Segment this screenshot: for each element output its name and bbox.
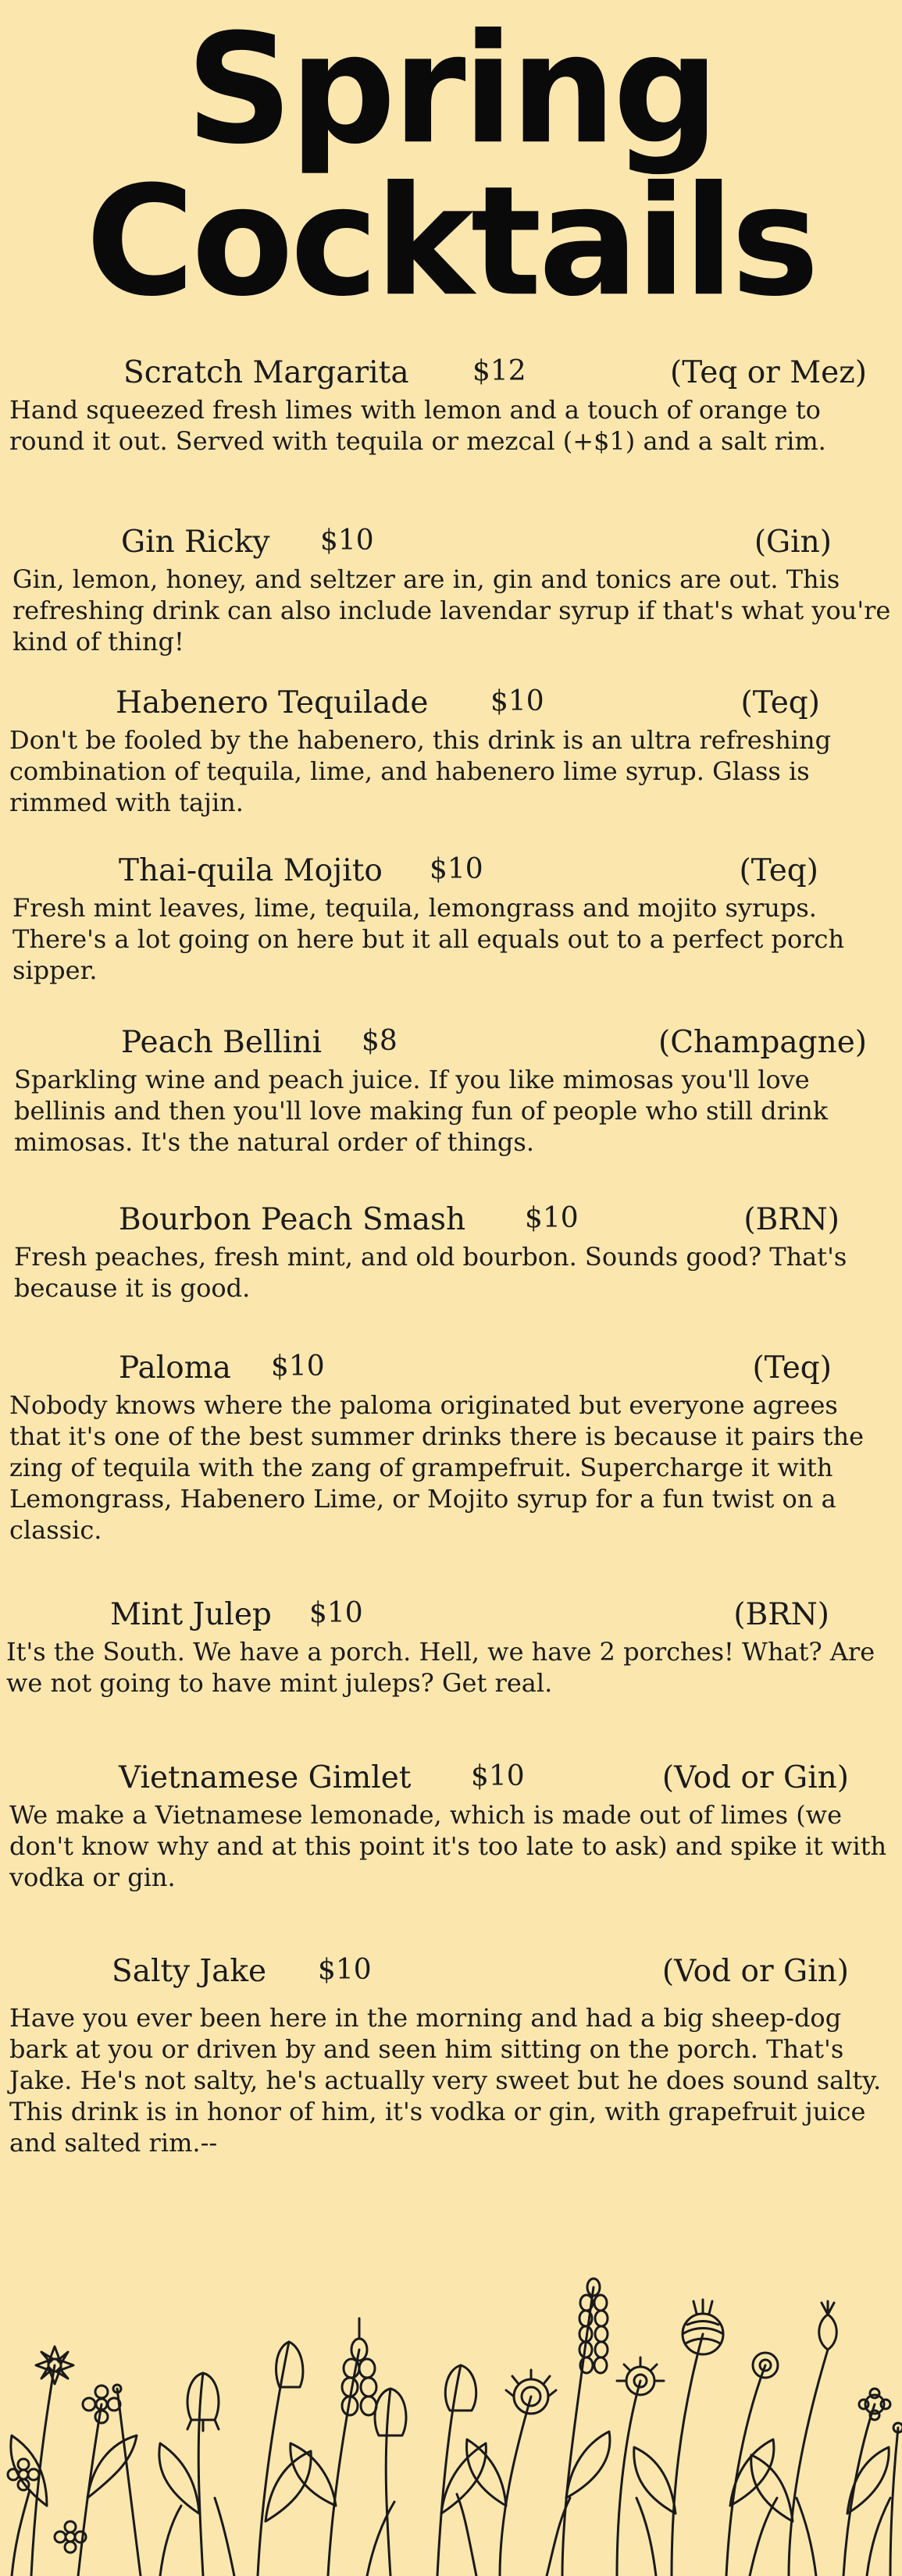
drink-name: Habenero Tequilade (116, 685, 429, 720)
drink-description: Fresh peaches, fresh mint, and old bourbon. Sounds good? That's because it is good. (14, 1242, 847, 1303)
menu-item-header (0, 525, 902, 564)
drink-name: Thai-quila Mojito (119, 853, 383, 888)
drink-name: Gin Ricky (121, 525, 270, 560)
menu-title-line-2: Cocktails (85, 153, 817, 330)
drink-description: Fresh mint leaves, lime, tequila, lemongrass and mojito syrups. There's a lot going on here but it all equals out to a perfect porch sipper. (12, 893, 845, 985)
drink-description: Sparkling wine and peach juice. If you like mimosas you'll love bellinis and then you'll love making fun of people who still drink mimosas. It's the natural order of things. (14, 1065, 829, 1157)
drink-spirit: (Teq) (752, 1350, 832, 1386)
drink-spirit: (Vod or Gin) (661, 1954, 849, 1989)
drink-spirit: (Teq or Mez) (670, 355, 867, 390)
menu-item-header (0, 1350, 902, 1389)
drink-name: Peach Bellini (121, 1025, 322, 1060)
drink-name: Mint Julep (110, 1597, 272, 1632)
menu-item-header (0, 685, 902, 724)
drink-spirit: (BRN) (733, 1597, 829, 1632)
menu-title-line-1: Spring (186, 1, 716, 178)
drink-spirit: (Vod or Gin) (661, 1760, 849, 1795)
drink-spirit: (Gin) (754, 525, 832, 560)
drink-price: $8 (362, 1025, 398, 1057)
menu-item-header (0, 1025, 902, 1064)
menu-item-header (0, 1760, 902, 1799)
drink-name: Vietnamese Gimlet (119, 1760, 412, 1795)
menu-item-header (0, 1954, 902, 1993)
drink-spirit: (Champagne) (658, 1025, 867, 1060)
drink-description: Nobody knows where the paloma originated but everyone agrees that it's one of the best summer drinks there is because it pairs the zing of tequila with the zang of grampefruit. Supercharge it with Lemongrass, Habenero Lime, or Mojito syrup for a fun twist on a classic. (9, 1390, 865, 1545)
drink-spirit: (Teq) (739, 853, 818, 888)
drink-price: $10 (320, 525, 374, 557)
wildflower-illustration-icon (0, 2170, 902, 2576)
drink-price: $10 (271, 1350, 325, 1382)
drink-name: Paloma (119, 1350, 231, 1386)
drink-price: $12 (472, 355, 526, 387)
drink-price: $10 (318, 1954, 372, 1986)
drink-name: Bourbon Peach Smash (119, 1202, 466, 1237)
drink-name: Salty Jake (112, 1954, 267, 1989)
menu-item-header (0, 853, 902, 892)
drink-price: $10 (309, 1597, 363, 1629)
drink-price: $10 (490, 685, 544, 717)
drink-name: Scratch Margarita (123, 355, 409, 390)
drink-description: Gin, lemon, honey, and seltzer are in, gin and tonics are out. This refreshing drink can also include lavendar syrup if that's what you're kind of thing! (12, 564, 891, 656)
menu-item-header (0, 1202, 902, 1241)
menu-item-header (0, 1597, 902, 1636)
drink-description: Have you ever been here in the morning and had a big sheep-dog bark at you or driven by and seen him sitting on the porch. That's Jake. He's not salty, he's actually very sweet but he does sound salty. This drink is in honor of him, it's vodka or gin, with grapefruit juice and salted rim.-- (9, 2003, 882, 2158)
drink-price: $10 (525, 1202, 579, 1234)
drink-price: $10 (471, 1760, 525, 1792)
drink-spirit: (BRN) (743, 1202, 840, 1237)
menu-item-header (0, 355, 902, 394)
drink-description: It's the South. We have a porch. Hell, we have 2 porches! What? Are we not going to have mint juleps? Get real. (6, 1637, 875, 1698)
drink-description: We make a Vietnamese lemonade, which is made out of limes (we don't know why and at this point it's too late to ask) and spike it with vodka or gin. (9, 1800, 887, 1892)
drink-price: $10 (430, 853, 483, 885)
drink-description: Hand squeezed fresh limes with lemon and a touch of orange to round it out. Served with tequila or mezcal (+$1) and a salt rim. (9, 395, 826, 456)
drink-spirit: (Teq) (740, 685, 820, 720)
drink-description: Don't be fooled by the habenero, this drink is an ultra refreshing combination of tequila, lime, and habenero lime syrup. Glass is rimmed with tajin. (9, 725, 832, 817)
